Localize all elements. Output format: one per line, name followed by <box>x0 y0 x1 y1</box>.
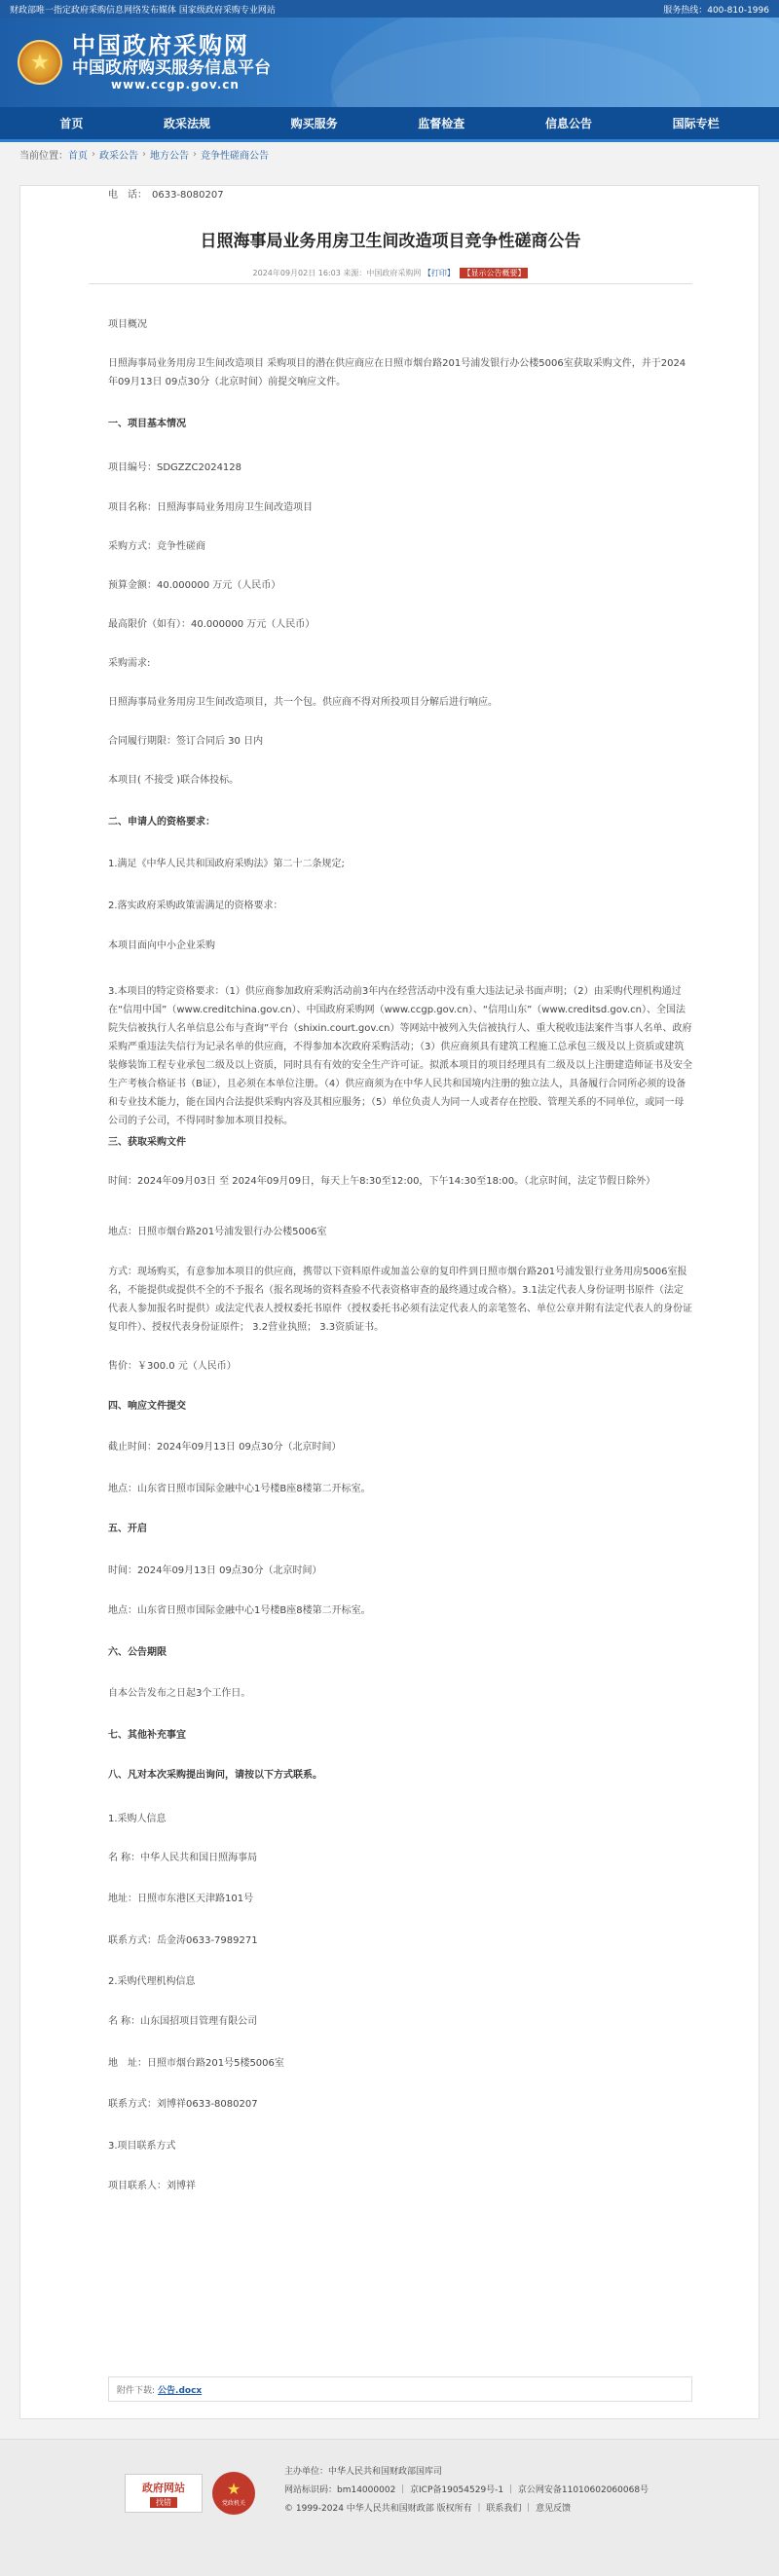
breadcrumb-announcements[interactable]: 政采公告 <box>99 150 138 162</box>
paragraph: 项目概况 <box>108 319 147 330</box>
section-heading: 八、凡对本次采购提出询问，请按以下方式联系。 <box>108 1770 322 1781</box>
footer-copyright: © 1999-2024 中华人民共和国财政部 版权所有 ｜ 联系我们 ｜ 意见反馈 <box>284 2504 572 2514</box>
paragraph: 截止时间：2024年09月13日 09点30分（北京时间） <box>108 1442 342 1453</box>
paragraph: 地点：日照市烟台路201号浦发银行办公楼5006室 <box>108 1227 327 1237</box>
print-link[interactable]: 【打印】 <box>423 269 455 277</box>
nav-purchase-services[interactable]: 购买服务 <box>290 117 338 130</box>
paragraph: 本项目面向中小企业采购 <box>108 940 215 951</box>
footer-icp: 网站标识码：bm14000002 ｜ 京ICP备19054529号-1 ｜ 京公网安备11010602060068号 <box>284 2485 649 2495</box>
paragraph: 名 称：山东国招项目管理有限公司 <box>108 2016 258 2027</box>
paragraph: 联系方式：岳金涛0633-7989271 <box>108 1935 258 1946</box>
site-logo[interactable] <box>18 33 271 92</box>
section-heading: 六、公告期限 <box>108 1647 167 1658</box>
paragraph: 地址：日照市东港区天津路101号 <box>108 1894 254 1904</box>
site-subtitle: 中国政府购买服务信息平台 <box>72 58 271 78</box>
paragraph: 采购方式：竞争性磋商 <box>108 541 205 552</box>
paragraph: 地 址：日照市烟台路201号5楼5006室 <box>108 2058 284 2069</box>
nav-regulations[interactable]: 政采法规 <box>163 117 210 130</box>
paragraph: 1.满足《中华人民共和国政府采购法》第二十二条规定; <box>108 859 345 869</box>
nav-home[interactable]: 首页 <box>59 117 84 130</box>
paragraph: 日照海事局业务用房卫生间改造项目，共一个包。供应商不得对所投项目分解后进行响应。 <box>108 697 498 708</box>
paragraph: 项目编号：SDGZZC2024128 <box>108 462 242 473</box>
paragraph: 预算金额：40.000000 万元（人民币） <box>108 580 281 591</box>
paragraph: 时间：2024年09月13日 09点30分（北京时间） <box>108 1565 322 1576</box>
paragraph: 采购需求: <box>108 658 151 669</box>
site-name: 中国政府采购网 <box>72 31 249 59</box>
paragraph: 自本公告发布之日起3个工作日。 <box>108 1688 251 1699</box>
section-heading: 五、开启 <box>108 1524 147 1534</box>
attachment-link[interactable]: 公告.docx <box>158 2385 203 2396</box>
paragraph: 名 称：中华人民共和国日照海事局 <box>108 1853 258 1863</box>
paragraph: 时间：2024年09月03日 至 2024年09月09日，每天上午8:30至12:00，下午14:30至18:00。（北京时间，法定节假日除外） <box>108 1176 656 1187</box>
paragraph: 3.项目联系方式 <box>108 2141 176 2152</box>
party-gov-badge-icon[interactable]: ★ 党政机关 <box>212 2472 255 2515</box>
paragraph: 合同履行期限：签订合同后 30 日内 <box>108 736 264 747</box>
top-bar <box>0 0 779 18</box>
section-heading: 一、项目基本情况 <box>108 419 186 429</box>
top-bar-slogan: 财政部唯一指定政府采购信息网络发布媒体 国家级政府采购专业网站 <box>10 5 276 16</box>
section-heading: 七、其他补充事宜 <box>108 1730 186 1741</box>
paragraph: 最高限价（如有）：40.000000 万元（人民币） <box>108 619 315 630</box>
nav-supervision[interactable]: 监督检查 <box>418 117 465 130</box>
article-meta <box>20 268 760 278</box>
paragraph: 3.本项目的特定资格要求：（1）供应商参加政府采购活动前3年内在经营活动中没有重大违法记录书面声明；（2）由采购代理机构通过在“信用中国”（www.creditchina.gov.cn）、中国政府采购网（www.ccgp.gov.cn）、“信用山东”（www.creditsd.gov.cn）、全国法院失信被执行人名单信息公布与查询”平台（shixin.court.gov.cn）等网站中被列入失信被执行人、重大税收违法案件当事人名单、政府采购严重违法失信行为记录名单的供应商，不得参加本次政府采购活动；（3）供应商须具有建筑工程施工总承包三级及以上资质或建筑装修装饰工程专业承包二级及以上资质，同时具有有效的安全生产许可证。拟派本项目的项目经理具有二级及以上注册建造师证书及安全生产考核合格证书（B证），且必须在本单位注册。（4）供应商须为在中华人民共和国境内注册的独立法人，具备履行合同所必须的设备和专业技术能力，能在国内合法提供采购内容及其相应服务；（5）单位负责人为同一人或者存在控股、管理关系的不同单位，或同一母公司的子公司，不得同时参加本项目投标。 <box>108 986 692 1126</box>
article-container <box>19 185 760 2419</box>
section-heading: 三、获取采购文件 <box>108 1137 186 1148</box>
summary-toggle-button[interactable]: 【显示公告概要】 <box>460 268 528 278</box>
paragraph: 1.采购人信息 <box>108 1814 167 1824</box>
main-nav <box>0 107 779 142</box>
hotline: 服务热线：400-810-1996 <box>663 5 769 16</box>
paragraph: 方式：现场购买，有意参加本项目的供应商，携带以下资料原件或加盖公章的复印件到日照市烟台路201号浦发银行业务用房5006室报名，不能提供或提供不全的不予报名（报名现场的资料查验不代表资格审查的最终通过或合格）。3.1法定代表人身份证明书原件（法定代表人参加报名时提供）或法定代表人授权委托书原件（授权委托书必须有法定代表人的亲笔签名、单位公章并附有法定代表人的身份证复印件）、授权代表身份证原件； 3.2营业执照； 3.3资质证书。 <box>108 1267 692 1333</box>
breadcrumb: 当前位置： 首页 › 政采公告 › 地方公告 › 竞争性磋商公告 <box>19 148 269 162</box>
paragraph: 2.采购代理机构信息 <box>108 1976 196 1987</box>
breadcrumb-home[interactable]: 首页 <box>68 150 88 162</box>
paragraph: 本项目( 不接受 )联合体投标。 <box>108 775 240 786</box>
attachment-bar <box>108 2376 692 2402</box>
paragraph: 项目联系人：刘博祥 <box>108 2181 196 2191</box>
paragraph: 售价：￥300.0 元（人民币） <box>108 1361 237 1372</box>
national-emblem-icon: ★ <box>18 40 62 85</box>
paragraph: 地点：山东省日照市国际金融中心1号楼B座8楼第二开标室。 <box>108 1484 371 1494</box>
paragraph: 2.落实政府采购政策需满足的资格要求： <box>108 901 283 911</box>
page-title: 日照海事局业务用房卫生间改造项目竞争性磋商公告 <box>200 232 581 251</box>
nav-announcements[interactable]: 信息公告 <box>544 117 592 130</box>
paragraph: 日照海事局业务用房卫生间改造项目 采购项目的潜在供应商应在日照市烟台路201号浦发银行办公楼5006室获取采购文件，并于2024年09月13日 09点30分（北京时间）前提交响应文件。 <box>108 358 686 387</box>
site-url: www.ccgp.gov.cn <box>111 78 240 92</box>
section-heading: 二、申请人的资格要求： <box>108 817 215 828</box>
footer <box>0 2439 779 2576</box>
paragraph: 地点：山东省日照市国际金融中心1号楼B座8楼第二开标室。 <box>108 1605 371 1616</box>
breadcrumb-local[interactable]: 地方公告 <box>150 150 189 162</box>
gov-site-error-badge[interactable]: 政府网站 找错 <box>125 2474 203 2513</box>
divider <box>89 283 692 284</box>
breadcrumb-current[interactable]: 竞争性磋商公告 <box>201 150 269 162</box>
attachment-label: 附件下载: <box>117 2385 156 2396</box>
breadcrumb-label: 当前位置： <box>19 150 68 162</box>
section-heading: 四、响应文件提交 <box>108 1401 186 1412</box>
footer-organizer: 主办单位：中华人民共和国财政部国库司 <box>284 2467 443 2477</box>
publish-info: 2024年09月02日 16:03 来源：中国政府采购网 <box>252 269 422 277</box>
paragraph: 项目名称：日照海事局业务用房卫生间改造项目 <box>108 502 313 513</box>
header-banner <box>0 18 779 107</box>
paragraph: 电 话： 0633-8080207 <box>108 190 224 201</box>
footer-info <box>284 2463 649 2519</box>
nav-international[interactable]: 国际专栏 <box>672 117 720 130</box>
paragraph: 联系方式：刘博祥0633-8080207 <box>108 2099 258 2110</box>
